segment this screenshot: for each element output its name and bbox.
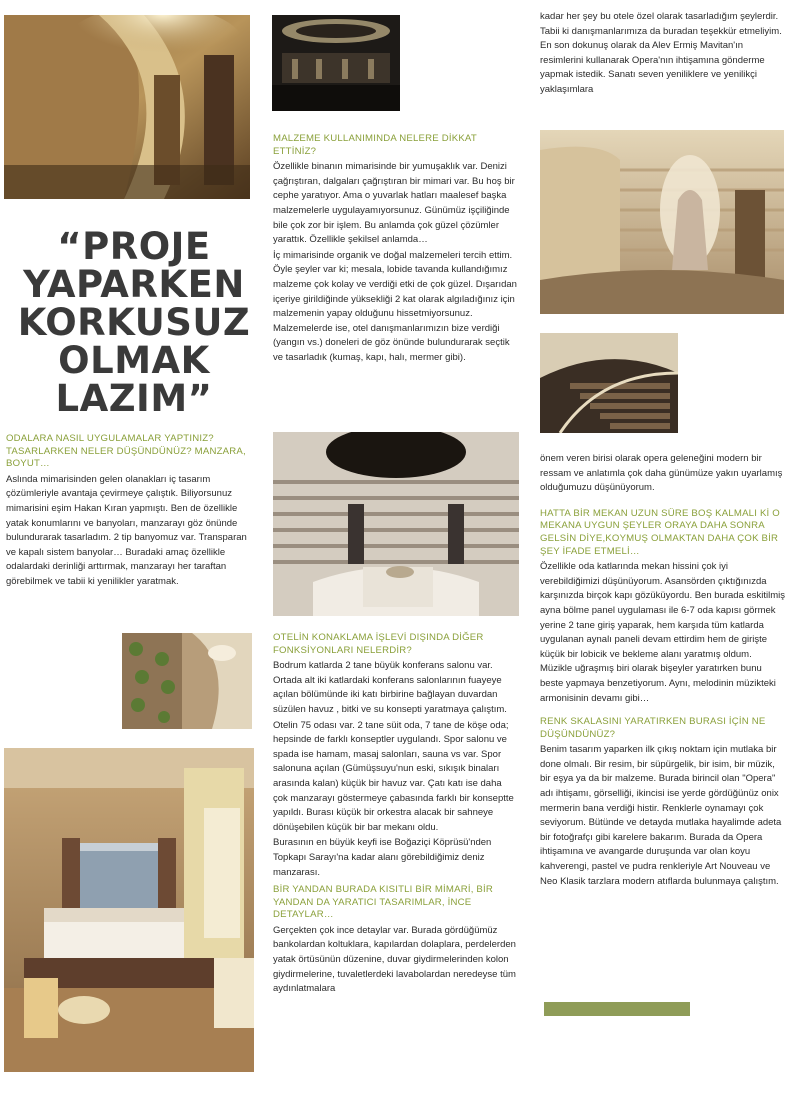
- body-paragraph: Bodrum katlarda 2 tane büyük konferans salonu var. Ortada alt iki katlardaki konferans salonlarının fuayeye açılan bölümünde iki katı birbirine bağlayan duvardan süzülen havuz , bitki ve su konsepti yaratmaya çalıştım.: [273, 660, 507, 715]
- photo-bar: [272, 15, 400, 111]
- column-3-top: [540, 10, 786, 99]
- body-paragraph: Gerçekten çok ince detaylar var. Burada gördüğümüz bankolardan koltuklara, kapılardan dolaplara, perdelerden yatak örtüsünün düzenine, duvar giydirmelerinden kolon giydirmelerine, tuvaletlerdeki lavabolardan neredeyse tüm aydınlatmalara: [273, 924, 516, 995]
- question-heading: OTELİN KONAKLAMA İŞLEVİ DIŞINDA DİĞER FONKSİYONLARI NELERDİR?: [273, 632, 484, 656]
- photo-bar-image: [272, 15, 400, 111]
- photo-corridor-image: [540, 130, 784, 314]
- question-heading: RENK SKALASINI YARATIRKEN BURASI İÇİN NE DÜŞÜNDÜNÜZ?: [540, 716, 766, 740]
- body-paragraph: Benim tasarım yaparken ilk çıkış noktam için mutlaka bir done olmalı. Bir resim, bir süpürgelik, bir isim, bir müzik, bir eşya ya da bir malzeme. Burada birincil olan "Opera" adı ihtişamı, görselliği, ikincisi ise yerde gördüğünüz onix mermerin bana verdiği histir. Renklerle oynamayı çok seviyorum. Bütünde ve detayda mutlaka hayalimde adeta bir fotoğrafçı gibi karelere bakarım. Burada da Opera ihtişamına ve avangarde duruşunda var olan koyu kahverengi, pastel ve pudra renkleriyle Art Nouveau ve Neo Klasik tarzlara modern atıflarda bulunmaya çalıştım.: [540, 744, 782, 887]
- column-2-bottom: [273, 632, 519, 998]
- photo-hotel-room-image: [4, 748, 254, 1072]
- question-heading: ODALARA NASIL UYGULAMALAR YAPTINIZ? TASARLARKEN NELER DÜŞÜNDÜNÜZ? MANZARA, BOYUT…: [6, 433, 246, 470]
- body-paragraph: Özellikle oda katlarında mekan hissini çok iyi verebildiğimizi düşünüyorum. Asansörden çıktığınızda karşınızda birçok kapı gözüküyordu. Ben burada eskitilmiş ayna bölme panel uygulaması ile 6-7 oda kapısı görmek yerine 2 tane giriş yaparak, hem karşıda tüm katlarda uygulanan aynalı paneli devam ettirdim hem de girişte küçük bir lobicik ve bekleme alanı yaratmış oldum. Müzikle uğraşmış biri olarak bişeyler yaratırken bunu beste yapmaya benzetiyorum. Aynı, melodinin müzikteki armonisinin devamı gibi…: [540, 561, 786, 704]
- photo-plant-wall-image: [122, 633, 252, 729]
- body-paragraph: Otelin 75 odası var. 2 tane süit oda, 7 tane de köşe oda; hepsinde de farklı konseptler uygulandı. Spor salonu ve spada ise hamam, masaj salonları, sauna vs var. Spor salonuna açılan (Gümüşsuyu'nun eski, sıkışık binaları arasında kalan) küçük bir havuz var. Çatı katı ise daha çok manzarayı göstermeye çabasında farklı bir konseptte yapıldı. Burası küçük bir orkestra alacak bir sahneye dönüşebilen küçük bir bar mekanı oldu.: [273, 719, 514, 833]
- column-1: [6, 433, 252, 591]
- photo-stairs-image: [540, 333, 678, 433]
- pull-quote-line: “PROJE: [57, 225, 211, 268]
- question-heading: HATTA BİR MEKAN UZUN SÜRE BOŞ KALMALI Kİ O MEKANA UYGUN ŞEYLER ORAYA DAHA SONRA GELSİN DİYE,KOYMUŞ OLMAKTAN DAHA ÇOK BİR ŞEY İFADE ETMELİ…: [540, 507, 780, 557]
- pull-quote-line: YAPARKEN: [23, 263, 245, 306]
- column-2-top: [273, 133, 519, 367]
- photo-stairs: [540, 333, 678, 433]
- column-3-bottom: [540, 452, 786, 890]
- body-paragraph: Özellikle binanın mimarisinde bir yumuşaklık var. Denizi çağrıştıran, dalgaları çağrıştıran bir mimari var. Bu hoş bir cephe yaratıyor. Ama o yuvarlak hatları maalesef başka malzemelerle uygulayamıyorsunuz. Günümüz işçiliğinde bile çok zor bir işlem. Bu anlamda çok güzel çözümler yarattık. Özellikle şekilsel anlamda…: [273, 161, 515, 246]
- pull-quote-line: LAZIM”: [55, 377, 213, 420]
- question-heading: MALZEME KULLANIMINDA NELERE DİKKAT ETTİNİZ?: [273, 133, 477, 157]
- body-paragraph: kadar her şey bu otele özel olarak tasarladığım şeylerdir. Tabii ki danışmanlarımıza da buradan teşekkür etmeliyim. En son dokunuş olarak da Alev Ermiş Mavitan'ın resimlerini kullanarak Opera'nın ihtişamına gönderme yapmak istedik. Sanatı seven yeniliklere ve yenilikçi yaklaşımlara: [540, 11, 782, 95]
- body-paragraph: önem veren birisi olarak opera geleneğini modern bir ressam ve anlatımla çok daha günümüze yakın uyarlamış olduğumuzu düşünüyorum.: [540, 453, 783, 494]
- pull-quote: [8, 225, 260, 420]
- body-paragraph: Burasının en büyük keyfi ise Boğaziçi Köprüsü'nden Topkapı Sarayı'na kadar alanı görebildiğimiz deniz manzarası.: [273, 837, 492, 878]
- body-paragraph: Aslında mimarisinden gelen olanakları iç tasarım çözümleriyle avantaja çevirmeye çalıştık. Biliyorsunuz mimarisini eşim Hakan Kıran yapmıştı. Ben de özellikle yatak konumlarını ve banyoları, manzarayı göz önünde bulundurarak tasarladım. 2 tip banyomuz var. Transparan ve kapalı sistem banyolar… Buradaki amaç özellikle odalardaki derinliği arttırmak, manzarayı her taraftan görebilmek ve tabii ki yenilikler yaratmak.: [6, 473, 247, 587]
- photo-hotel-room: [4, 748, 254, 1072]
- pull-quote-line: KORKUSUZ: [17, 301, 251, 344]
- photo-hammam-image: [273, 432, 519, 616]
- photo-corridor: [540, 130, 784, 314]
- photo-plant-wall: [122, 633, 252, 729]
- question-heading: BİR YANDAN BURADA KISITLI BİR MİMARİ, BİR YANDAN DA YARATICI TASARIMLAR, İNCE DETAYLAR…: [273, 884, 494, 921]
- photo-lobby-curve: [4, 15, 250, 199]
- body-paragraph: İç mimarisinde organik ve doğal malzemeleri tercih ettim. Öyle şeyler var ki; mesala, lobide tavanda kullandığımız malzeme çok kolay ve verdiği etki de çok güzel. Dışarıdan içeriye girildiğinde yüksekliği 2 kat olarak algıladığınız için malzemenin yapay olduğunu hissetmiyorsunuz. Malzemelerde ise, otel danışmanlarımızın bize verdiği (yangın vs.) doneleri de göz önünde bulundurarak seçtik ve tasarladık (kumaş, kapı, halı, mermer gibi).: [273, 249, 517, 363]
- decorative-bar: [544, 1002, 690, 1016]
- photo-hammam: [273, 432, 519, 616]
- photo-lobby-curve-image: [4, 15, 250, 199]
- pull-quote-line: OLMAK: [58, 339, 210, 382]
